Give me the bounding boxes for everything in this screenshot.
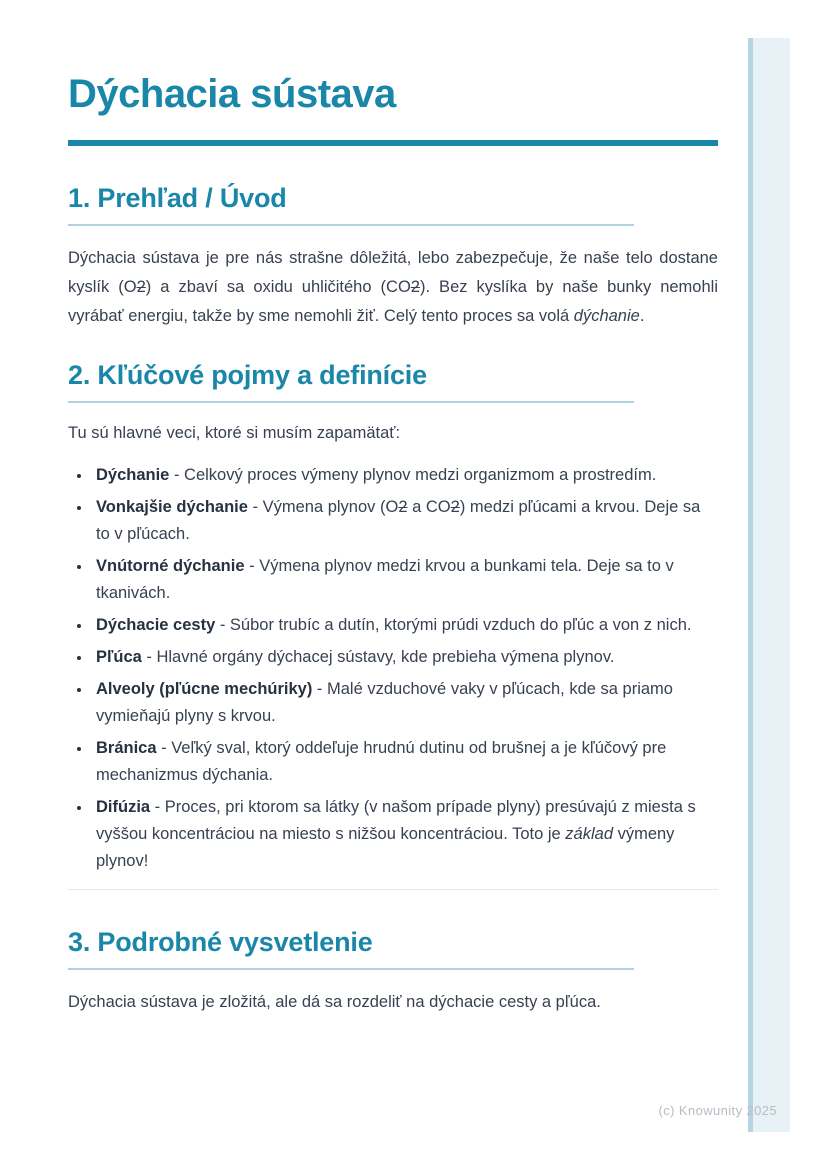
term-label: Bránica <box>96 739 157 757</box>
copyright-footer: (c) Knowunity 2025 <box>658 1103 777 1118</box>
overview-paragraph: Dýchacia sústava je pre nás strašne dôležitá, lebo zabezpečuje, že naše telo dostane kyslík (O2) a zbaví sa oxidu uhličitého (CO2). Bez kyslíka by naše bunky nemohli vyrábať energiu, takže by sme nemohli žiť. Celý tento proces sa volá dýchanie. <box>68 249 718 325</box>
list-item <box>92 553 718 607</box>
section-overview <box>68 182 718 331</box>
list-item <box>92 735 718 789</box>
document-content <box>68 0 718 1017</box>
term-label: Dýchacie cesty <box>96 616 216 634</box>
list-item <box>92 612 718 639</box>
key-terms-heading-underline <box>68 401 634 403</box>
overview-heading: 1. Prehľad / Úvod <box>68 183 287 213</box>
term-definition: - Súbor trubíc a dutín, ktorými prúdi vzduch do pľúc a von z nich. <box>215 616 692 634</box>
term-definition: - Výmena plynov medzi krvou a bunkami tela. Deje sa to v tkanivách. <box>96 557 674 602</box>
term-label: Vonkajšie dýchanie <box>96 498 248 516</box>
term-definition: - Výmena plynov (O2 a CO2) medzi pľúcami a krvou. Deje sa to v pľúcach. <box>96 498 701 543</box>
key-terms-list <box>68 462 718 875</box>
section-divider <box>68 889 718 890</box>
term-definition: - Celkový proces výmeny plynov medzi organizmom a prostredím. <box>169 466 657 484</box>
key-terms-intro: Tu sú hlavné veci, ktoré si musím zapamätať: <box>68 424 401 442</box>
key-terms-heading: 2. Kľúčové pojmy a definície <box>68 360 427 390</box>
details-heading: 3. Podrobné vysvetlenie <box>68 927 373 957</box>
term-definition: - Proces, pri ktorom sa látky (v našom prípade plyny) presúvajú z miesta s vyššou koncentráciou na miesto s nižšou koncentráciou. Toto je základ výmeny plynov! <box>96 798 696 870</box>
list-item <box>92 644 718 671</box>
term-label: Alveoly (pľúcne mechúriky) <box>96 680 313 698</box>
page-title: Dýchacia sústava <box>68 72 396 116</box>
term-label: Vnútorné dýchanie <box>96 557 245 575</box>
section-key-terms <box>68 359 718 890</box>
term-definition: - Malé vzduchové vaky v pľúcach, kde sa priamo vymieňajú plyny s krvou. <box>96 680 673 725</box>
details-paragraph: Dýchacia sústava je zložitá, ale dá sa rozdeliť na dýchacie cesty a pľúca. <box>68 993 601 1011</box>
term-label: Pľúca <box>96 648 142 666</box>
list-item <box>92 794 718 875</box>
list-item <box>92 494 718 548</box>
list-item <box>92 462 718 489</box>
term-definition: - Hlavné orgány dýchacej sústavy, kde prebieha výmena plynov. <box>141 648 615 666</box>
list-item <box>92 676 718 730</box>
details-heading-underline <box>68 968 634 970</box>
section-details <box>68 926 718 1017</box>
term-label: Difúzia <box>96 798 151 816</box>
overview-heading-underline <box>68 224 634 226</box>
page-edge-decoration <box>748 38 790 1132</box>
term-label: Dýchanie <box>96 466 170 484</box>
term-definition: - Veľký sval, ktorý oddeľuje hrudnú dutinu od brušnej a je kľúčový pre mechanizmus dýchania. <box>96 739 667 784</box>
title-divider <box>68 140 718 146</box>
